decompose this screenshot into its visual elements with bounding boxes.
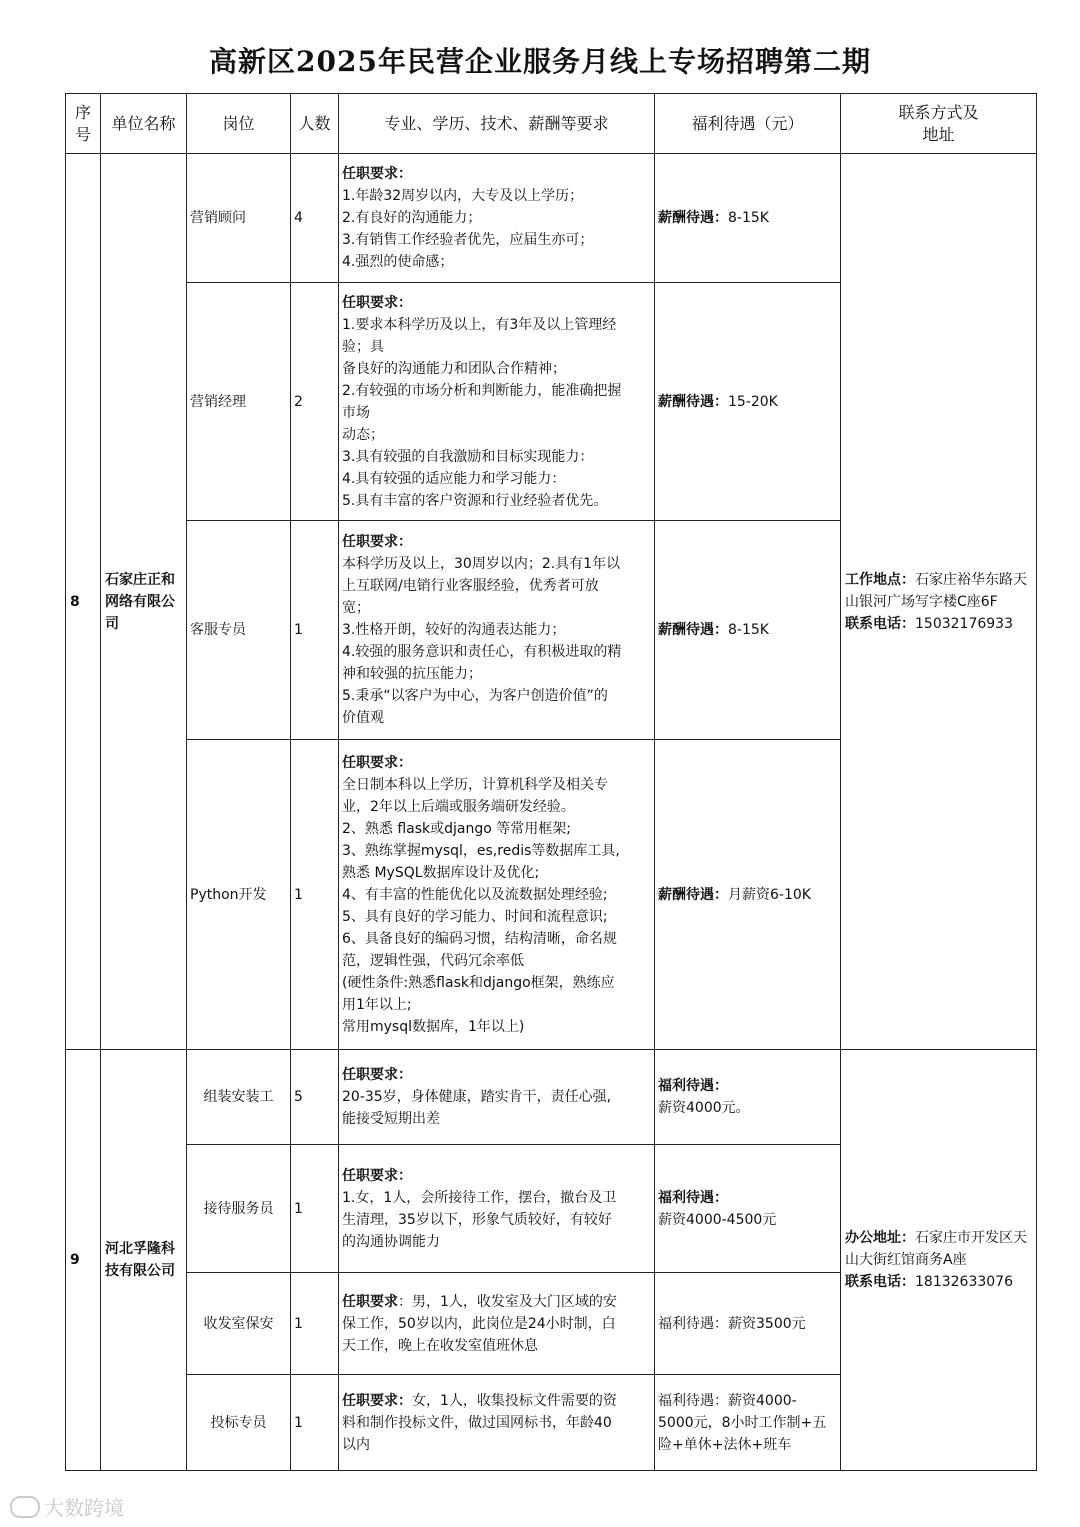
- header-count: 人数: [291, 94, 339, 154]
- requirements-line: 5.具有丰富的客户资源和行业经验者优先。: [342, 492, 608, 509]
- requirements-line: 本科学历及以上，30周岁以内；2.具有1年以: [342, 556, 621, 572]
- position-name: 投标专员: [187, 1375, 291, 1471]
- requirements-cell: [339, 1375, 655, 1471]
- requirements-line: 动态；: [342, 426, 384, 443]
- requirements-label: 任职要求：: [342, 294, 412, 311]
- requirements-line: 宽；: [342, 600, 370, 616]
- company-no: 9: [66, 1050, 101, 1471]
- requirements-line: 保工作，50岁以内，此岗位是24小时制，白: [342, 1315, 616, 1332]
- contact-cell: [841, 154, 1037, 1050]
- requirements-line: 4.强烈的使命感；: [342, 254, 454, 270]
- contact-value: 石家庄裕华东路天山银河广场写字楼C座6F: [845, 571, 1027, 610]
- requirements-cell: [339, 1273, 655, 1375]
- company-name: 河北孚隆科技有限公司: [101, 1050, 187, 1471]
- requirements-line: 神和较强的抗压能力；: [342, 666, 482, 682]
- contact-item: [845, 613, 1032, 635]
- benefits-cell: [655, 1273, 841, 1375]
- header-requirements: 专业、学历、技术、薪酬等要求: [339, 94, 655, 154]
- table-row: [66, 1050, 1037, 1145]
- contact-item: [845, 569, 1032, 613]
- benefits-value: 福利待遇：薪资3500元: [658, 1315, 806, 1332]
- requirements-line: 3.具有较强的自我激励和目标实现能力：: [342, 448, 594, 465]
- requirements-line: 3.性格开朗，较好的沟通表达能力；: [342, 622, 566, 638]
- benefits-value: 8-15K: [728, 622, 769, 638]
- requirements-line: 范，逻辑性强，代码冗余率低: [342, 952, 524, 969]
- position-count: 4: [291, 154, 339, 283]
- requirements-cell: [339, 740, 655, 1050]
- position-count: 1: [291, 521, 339, 740]
- requirements-line: 4、有丰富的性能优化以及流数据处理经验;: [342, 886, 608, 903]
- requirements-line: 备良好的沟通能力和团队合作精神；: [342, 360, 566, 377]
- requirements-line: 市场: [342, 404, 370, 421]
- requirements-line: 3.有销售工作经验者优先，应届生亦可；: [342, 232, 594, 248]
- position-name: 收发室保安: [187, 1273, 291, 1375]
- page-title: 高新区2025年民营企业服务月线上专场招聘第二期: [209, 45, 871, 78]
- benefits-label: 福利待遇：: [658, 1189, 728, 1206]
- benefits-cell: [655, 283, 841, 521]
- watermark: [10, 1492, 124, 1521]
- job-table: [65, 93, 1037, 1471]
- contact-cell: [841, 1050, 1037, 1471]
- contact-item: [845, 1227, 1032, 1271]
- position-count: 1: [291, 1273, 339, 1375]
- contact-label: 联系电话：: [845, 1274, 915, 1290]
- benefits-value: 8-15K: [728, 210, 769, 226]
- requirements-line: 验；具: [342, 338, 384, 355]
- benefits-value: 15-20K: [728, 393, 778, 410]
- benefits-label: 薪酬待遇：: [658, 393, 728, 410]
- requirements-line: 全日制本科以上学历，计算机科学及相关专: [342, 776, 608, 793]
- benefits-cell: [655, 1145, 841, 1273]
- requirements-label: 任职要求：: [342, 1067, 412, 1083]
- benefits-label: 薪酬待遇：: [658, 886, 728, 903]
- requirements-line: 天工作，晚上在收发室值班休息: [342, 1337, 538, 1354]
- company-no: 8: [66, 154, 101, 1050]
- position-count: 1: [291, 1375, 339, 1471]
- table-row: [66, 154, 1037, 283]
- watermark-logo-icon: [10, 1496, 40, 1518]
- header-no: 序号: [66, 94, 101, 154]
- requirements-label: 任职要求：: [342, 1167, 412, 1184]
- position-count: 2: [291, 283, 339, 521]
- benefits-cell: [655, 521, 841, 740]
- requirements-cell: [339, 154, 655, 283]
- benefits-value: 薪资4000-4500元: [658, 1211, 777, 1228]
- requirements-line: 的沟通协调能力: [342, 1233, 440, 1250]
- benefits-value: 薪资4000元。: [658, 1100, 750, 1116]
- position-name: 客服专员: [187, 521, 291, 740]
- position-count: 1: [291, 740, 339, 1050]
- benefits-cell: [655, 154, 841, 283]
- requirements-line: 常用mysql数据库，1年以上): [342, 1018, 525, 1035]
- requirements-line: 1.要求本科学历及以上，有3年及以上管理经: [342, 316, 617, 333]
- benefits-label: 福利待遇：: [658, 1078, 728, 1094]
- position-name: Python开发: [187, 740, 291, 1050]
- requirements-label: 任职要求：: [342, 534, 412, 550]
- contact-label: 办公地址：: [845, 1230, 915, 1246]
- requirements-line: ：男，1人，收发室及大门区域的安: [398, 1293, 617, 1310]
- benefits-cell: [655, 1375, 841, 1471]
- requirements-line: 价值观: [342, 710, 384, 726]
- requirements-label: 任职要求：: [342, 754, 412, 771]
- header-position: 岗位: [187, 94, 291, 154]
- contact-value: 18132633076: [915, 1274, 1013, 1290]
- requirements-line: 6、具备良好的编码习惯，结构清晰，命名规: [342, 930, 617, 947]
- position-count: 5: [291, 1050, 339, 1145]
- requirements-line: 1.年龄32周岁以内，大专及以上学历；: [342, 188, 584, 204]
- benefits-label: 薪酬待遇：: [658, 210, 728, 226]
- requirements-line: 4.具有较强的适应能力和学习能力：: [342, 470, 566, 487]
- requirements-line: 以内: [342, 1436, 370, 1453]
- contact-value: 石家庄市开发区天山大街红馆商务A座: [845, 1230, 1027, 1268]
- requirements-line: 20-35岁，身体健康，踏实肯干，责任心强,: [342, 1089, 612, 1105]
- requirements-line: 4.较强的服务意识和责任心，有积极进取的精: [342, 644, 622, 660]
- requirements-line: 1.女，1人，会所接待工作，摆台，撤台及卫: [342, 1189, 617, 1206]
- requirements-label: 任职要求：: [342, 166, 412, 182]
- requirements-line: 业，2年以上后端或服务端研发经验。: [342, 798, 575, 815]
- contact-label: 工作地点：: [845, 571, 915, 588]
- requirements-cell: [339, 521, 655, 740]
- position-name: 营销经理: [187, 283, 291, 521]
- company-name: 石家庄正和网络有限公司: [101, 154, 187, 1050]
- requirements-line: 3、熟练掌握mysql，es,redis等数据库工具,: [342, 842, 620, 859]
- requirements-label: 任职要求: [342, 1293, 398, 1310]
- requirements-line: 2.有良好的沟通能力；: [342, 210, 482, 226]
- requirements-line: 生清理，35岁以下，形象气质较好，有较好: [342, 1211, 612, 1228]
- position-count: 1: [291, 1145, 339, 1273]
- benefits-value: 福利待遇：薪资4000- 5000元，8小时工作制+五 险+单休+法休+班车: [658, 1392, 827, 1453]
- requirements-line: 5.秉承“以客户为中心，为客户创造价值”的: [342, 688, 608, 704]
- header-company: 单位名称: [101, 94, 187, 154]
- requirements-line: 2.有较强的市场分析和判断能力，能准确把握: [342, 382, 622, 399]
- requirements-line: 上互联网/电销行业客服经验，优秀者可放: [342, 578, 599, 594]
- requirements-cell: [339, 1145, 655, 1273]
- requirements-line: 能接受短期出差: [342, 1111, 440, 1127]
- requirements-label: 任职要求：: [342, 1392, 412, 1409]
- requirements-line: (硬性条件:熟悉flask和django框架，熟练应: [342, 974, 615, 991]
- contact-item: [845, 1271, 1032, 1293]
- contact-value: 15032176933: [915, 615, 1013, 632]
- header-benefits: 福利待遇（元）: [655, 94, 841, 154]
- requirements-cell: [339, 283, 655, 521]
- header-contact: 联系方式及地址: [841, 94, 1037, 154]
- position-name: 营销顾问: [187, 154, 291, 283]
- benefits-value: 月薪资6-10K: [728, 886, 811, 903]
- position-name: 接待服务员: [187, 1145, 291, 1273]
- table-header-row: [66, 94, 1037, 154]
- watermark-text: 大数跨境: [44, 1496, 124, 1520]
- benefits-label: 薪酬待遇：: [658, 622, 728, 638]
- benefits-cell: [655, 1050, 841, 1145]
- contact-label: 联系电话：: [845, 615, 915, 632]
- position-name: 组装安装工: [187, 1050, 291, 1145]
- requirements-cell: [339, 1050, 655, 1145]
- requirements-line: 用1年以上;: [342, 996, 412, 1013]
- requirements-line: 料和制作投标文件，做过国网标书，年龄40: [342, 1414, 612, 1431]
- requirements-line: 女，1人，收集投标文件需要的资: [412, 1392, 617, 1409]
- requirements-line: 5、具有良好的学习能力、时间和流程意识;: [342, 908, 608, 925]
- requirements-line: 2、熟悉 flask或django 等常用框架;: [342, 820, 572, 837]
- benefits-cell: [655, 740, 841, 1050]
- requirements-line: 熟悉 MySQL数据库设计及优化;: [342, 864, 540, 881]
